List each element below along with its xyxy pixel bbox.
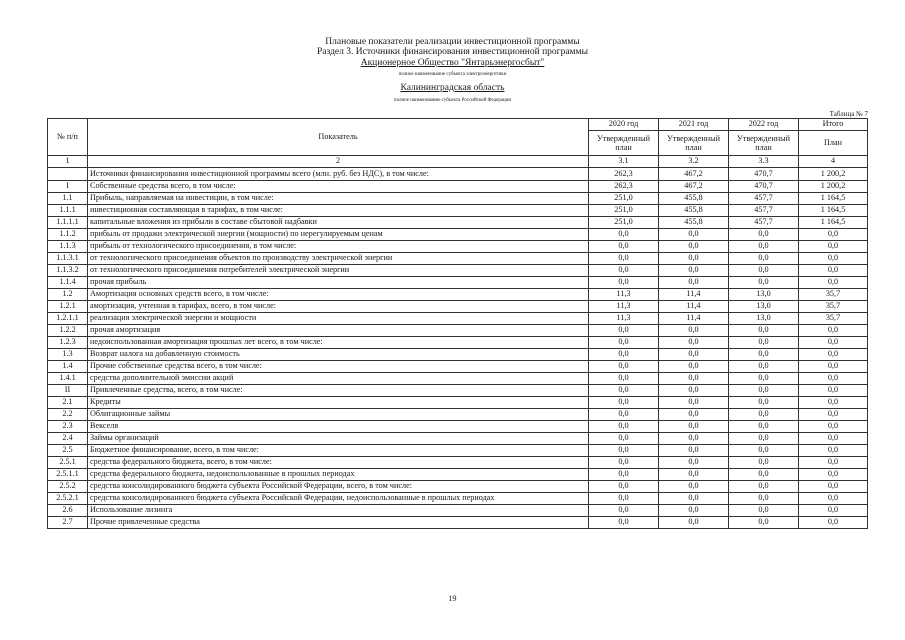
column-index: 3.2 (659, 156, 729, 168)
value-total: 0,0 (799, 253, 868, 265)
value-2022: 0,0 (729, 409, 799, 421)
value-total: 0,0 (799, 385, 868, 397)
value-2021: 467,2 (659, 181, 729, 193)
value-2021: 11,4 (659, 301, 729, 313)
region-name: Калининградская область (400, 83, 505, 93)
value-total: 0,0 (799, 493, 868, 505)
row-indicator: прочая прибыль (88, 277, 589, 289)
table-body (48, 168, 868, 529)
header-plan-2022: Утвержденный план (729, 131, 799, 156)
value-2020: 11,3 (589, 313, 659, 325)
row-number: 1.1.4 (48, 277, 88, 289)
row-number: 1.2.2 (48, 325, 88, 337)
value-2020: 251,0 (589, 205, 659, 217)
value-total: 0,0 (799, 469, 868, 481)
value-2021: 0,0 (659, 337, 729, 349)
row-number: 2.5 (48, 445, 88, 457)
row-number: 1.1.1.1 (48, 217, 88, 229)
value-2022: 457,7 (729, 205, 799, 217)
row-indicator: средства федерального бюджета, всего, в том числе: (88, 457, 589, 469)
table-row (48, 469, 868, 481)
financing-table (47, 118, 868, 529)
value-2022: 13,0 (729, 301, 799, 313)
value-2022: 0,0 (729, 361, 799, 373)
value-total: 0,0 (799, 433, 868, 445)
value-2021: 455,8 (659, 205, 729, 217)
value-2020: 0,0 (589, 277, 659, 289)
value-2021: 11,4 (659, 313, 729, 325)
row-number: 1.1.3.2 (48, 265, 88, 277)
row-number: 2.3 (48, 421, 88, 433)
row-indicator: средства консолидированного бюджета субъекта Российской Федерации, всего, в том числе: (88, 481, 589, 493)
value-2020: 0,0 (589, 409, 659, 421)
table-row (48, 373, 868, 385)
table-row (48, 445, 868, 457)
value-2021: 0,0 (659, 421, 729, 433)
value-total: 0,0 (799, 373, 868, 385)
row-indicator: капитальные вложения из прибыли в составе сбытовой надбавки (88, 217, 589, 229)
value-2021: 0,0 (659, 241, 729, 253)
row-number: 1.1.3.1 (48, 253, 88, 265)
table-row (48, 325, 868, 337)
row-number: 1.3 (48, 349, 88, 361)
value-2021: 0,0 (659, 373, 729, 385)
table-row (48, 493, 868, 505)
table-row (48, 168, 868, 181)
value-total: 0,0 (799, 241, 868, 253)
value-2022: 13,0 (729, 289, 799, 301)
table-row (48, 265, 868, 277)
value-total: 0,0 (799, 361, 868, 373)
section-title: Раздел 3. Источники финансирования инвестиционной программы (317, 47, 588, 57)
table-row (48, 229, 868, 241)
row-indicator: средства дополнительной эмиссии акций (88, 373, 589, 385)
column-index: 3.3 (729, 156, 799, 168)
row-indicator: амортизация, учтенная в тарифах, всего, в том числе: (88, 301, 589, 313)
row-number: 2.5.1.1 (48, 469, 88, 481)
row-number: II (48, 385, 88, 397)
value-total: 0,0 (799, 349, 868, 361)
column-index: 3.1 (589, 156, 659, 168)
company-name: Акционерное Общество "Янтарьэнергосбыт" (360, 58, 545, 68)
table-row (48, 385, 868, 397)
table-row (48, 349, 868, 361)
table-row (48, 277, 868, 289)
value-2021: 0,0 (659, 253, 729, 265)
value-2021: 0,0 (659, 397, 729, 409)
value-2020: 0,0 (589, 337, 659, 349)
value-total: 0,0 (799, 337, 868, 349)
value-2020: 11,3 (589, 289, 659, 301)
value-total: 1 200,2 (799, 168, 868, 181)
header-plan-2020: Утвержденный план (589, 131, 659, 156)
value-2022: 0,0 (729, 229, 799, 241)
table-row (48, 517, 868, 529)
row-indicator: Бюджетное финансирование, всего, в том числе: (88, 445, 589, 457)
row-indicator: Привлеченные средства, всего, в том числе: (88, 385, 589, 397)
value-2022: 0,0 (729, 241, 799, 253)
company-caption: полное наименование субъекта электроэнергетики (398, 72, 507, 77)
value-2022: 0,0 (729, 433, 799, 445)
table-row (48, 301, 868, 313)
value-2021: 0,0 (659, 481, 729, 493)
column-index: 2 (88, 156, 589, 168)
value-2022: 0,0 (729, 457, 799, 469)
value-2020: 11,3 (589, 301, 659, 313)
value-total: 0,0 (799, 505, 868, 517)
value-2020: 0,0 (589, 265, 659, 277)
value-total: 0,0 (799, 229, 868, 241)
value-2021: 455,8 (659, 217, 729, 229)
row-number (48, 168, 88, 181)
column-index: 4 (799, 156, 868, 168)
header-year-2020: 2020 год (589, 119, 659, 131)
value-2020: 0,0 (589, 505, 659, 517)
value-2021: 0,0 (659, 325, 729, 337)
value-2021: 0,0 (659, 409, 729, 421)
row-number: 1.1.1 (48, 205, 88, 217)
value-2020: 0,0 (589, 253, 659, 265)
value-2022: 0,0 (729, 493, 799, 505)
header-row-years (48, 119, 868, 131)
header-plan-2021: Утвержденный план (659, 131, 729, 156)
row-number: 1.2.1.1 (48, 313, 88, 325)
row-indicator: Источники финансирования инвестиционной программы всего (млн. руб. без НДС), в том числе: (88, 168, 589, 181)
value-total: 1 164,5 (799, 205, 868, 217)
row-number: 1.4.1 (48, 373, 88, 385)
table-row (48, 361, 868, 373)
value-2022: 0,0 (729, 349, 799, 361)
row-indicator: Прибыль, направляемая на инвестиции, в том числе: (88, 193, 589, 205)
value-2022: 0,0 (729, 337, 799, 349)
value-total: 0,0 (799, 481, 868, 493)
value-total: 35,7 (799, 301, 868, 313)
row-indicator: Собственные средства всего, в том числе: (88, 181, 589, 193)
table-row (48, 397, 868, 409)
value-total: 1 164,5 (799, 217, 868, 229)
column-index-row (48, 156, 868, 168)
value-2022: 0,0 (729, 445, 799, 457)
value-2021: 467,2 (659, 168, 729, 181)
row-indicator: Использование лизинга (88, 505, 589, 517)
value-2022: 0,0 (729, 277, 799, 289)
value-2020: 262,3 (589, 181, 659, 193)
table-number: Таблица № 7 (829, 110, 868, 118)
value-2022: 0,0 (729, 397, 799, 409)
row-indicator: Облигационные займы (88, 409, 589, 421)
value-total: 0,0 (799, 277, 868, 289)
header-total: Итого (799, 119, 868, 131)
value-2020: 0,0 (589, 325, 659, 337)
value-2021: 0,0 (659, 361, 729, 373)
value-2022: 0,0 (729, 385, 799, 397)
value-2021: 0,0 (659, 229, 729, 241)
table-row (48, 409, 868, 421)
value-2020: 0,0 (589, 385, 659, 397)
value-2022: 0,0 (729, 517, 799, 529)
value-2022: 0,0 (729, 481, 799, 493)
value-total: 35,7 (799, 313, 868, 325)
value-total: 1 164,5 (799, 193, 868, 205)
value-2021: 0,0 (659, 457, 729, 469)
value-2021: 0,0 (659, 385, 729, 397)
row-indicator: прибыль от технологического присоединения, в том числе: (88, 241, 589, 253)
row-indicator: Векселя (88, 421, 589, 433)
row-indicator: средства консолидированного бюджета субъекта Российской Федерации, недоиспользованные в прошлых периодах (88, 493, 589, 505)
value-2022: 0,0 (729, 373, 799, 385)
page-number: 19 (448, 594, 457, 603)
value-2022: 13,0 (729, 313, 799, 325)
value-total: 0,0 (799, 457, 868, 469)
value-2020: 0,0 (589, 433, 659, 445)
value-2020: 0,0 (589, 361, 659, 373)
value-2022: 0,0 (729, 325, 799, 337)
value-2020: 251,0 (589, 193, 659, 205)
row-indicator: реализация электрической энергии и мощности (88, 313, 589, 325)
table-row (48, 253, 868, 265)
value-2020: 251,0 (589, 217, 659, 229)
value-2021: 0,0 (659, 505, 729, 517)
table-row (48, 289, 868, 301)
table-row (48, 457, 868, 469)
value-total: 0,0 (799, 517, 868, 529)
header-plan-total: План (799, 131, 868, 156)
value-2020: 0,0 (589, 493, 659, 505)
row-number: 2.5.2 (48, 481, 88, 493)
value-2022: 0,0 (729, 253, 799, 265)
table-row (48, 313, 868, 325)
table-row (48, 217, 868, 229)
row-number: 1.2.3 (48, 337, 88, 349)
row-number: 1.4 (48, 361, 88, 373)
value-2022: 0,0 (729, 265, 799, 277)
row-number: 1.1 (48, 193, 88, 205)
table-row (48, 421, 868, 433)
value-2021: 0,0 (659, 445, 729, 457)
value-total: 0,0 (799, 421, 868, 433)
table-row (48, 241, 868, 253)
header-num: № п/п (48, 119, 88, 156)
value-2022: 457,7 (729, 217, 799, 229)
header-indicator: Показатель (88, 119, 589, 156)
value-2021: 0,0 (659, 517, 729, 529)
row-number: I (48, 181, 88, 193)
table-row (48, 193, 868, 205)
row-number: 2.4 (48, 433, 88, 445)
value-total: 1 200,2 (799, 181, 868, 193)
value-total: 0,0 (799, 409, 868, 421)
value-2020: 0,0 (589, 421, 659, 433)
column-index: 1 (48, 156, 88, 168)
row-indicator: Возврат налога на добавленную стоимость (88, 349, 589, 361)
value-total: 35,7 (799, 289, 868, 301)
value-2022: 0,0 (729, 505, 799, 517)
value-2020: 0,0 (589, 349, 659, 361)
row-number: 1.1.2 (48, 229, 88, 241)
row-indicator: средства федерального бюджета, недоиспользованные в прошлых периодах (88, 469, 589, 481)
value-2020: 0,0 (589, 241, 659, 253)
row-indicator: недоиспользованная амортизация прошлых лет всего, в том числе: (88, 337, 589, 349)
value-2020: 0,0 (589, 517, 659, 529)
value-2020: 262,3 (589, 168, 659, 181)
row-indicator: Кредиты (88, 397, 589, 409)
value-2022: 457,7 (729, 193, 799, 205)
row-indicator: инвестиционная составляющая в тарифах, в том числе: (88, 205, 589, 217)
row-indicator: Амортизация основных средств всего, в том числе: (88, 289, 589, 301)
table-row (48, 505, 868, 517)
row-indicator: прибыль от продажи электрической энергии (мощности) по нерегулируемым ценам (88, 229, 589, 241)
table-row (48, 205, 868, 217)
header-year-2022: 2022 год (729, 119, 799, 131)
value-2022: 0,0 (729, 421, 799, 433)
value-2021: 0,0 (659, 493, 729, 505)
header-year-2021: 2021 год (659, 119, 729, 131)
row-number: 2.7 (48, 517, 88, 529)
row-number: 2.1 (48, 397, 88, 409)
region-caption: полное наименование субъекта Российской Федерации (393, 98, 512, 103)
value-2022: 470,7 (729, 168, 799, 181)
row-number: 2.6 (48, 505, 88, 517)
row-indicator: Прочие собственные средства всего, в том числе: (88, 361, 589, 373)
value-2021: 0,0 (659, 349, 729, 361)
value-2021: 0,0 (659, 433, 729, 445)
table-row (48, 181, 868, 193)
row-number: 1.2 (48, 289, 88, 301)
row-number: 1.2.1 (48, 301, 88, 313)
row-number: 1.1.3 (48, 241, 88, 253)
value-2021: 11,4 (659, 289, 729, 301)
value-2020: 0,0 (589, 445, 659, 457)
value-2020: 0,0 (589, 457, 659, 469)
value-total: 0,0 (799, 445, 868, 457)
row-indicator: от технологического присоединения потребителей электрической энергии (88, 265, 589, 277)
value-2021: 0,0 (659, 265, 729, 277)
value-2020: 0,0 (589, 397, 659, 409)
table-row (48, 433, 868, 445)
table-row (48, 337, 868, 349)
row-number: 2.2 (48, 409, 88, 421)
value-total: 0,0 (799, 325, 868, 337)
row-number: 2.5.1 (48, 457, 88, 469)
value-total: 0,0 (799, 397, 868, 409)
value-2022: 0,0 (729, 469, 799, 481)
value-2021: 0,0 (659, 469, 729, 481)
value-total: 0,0 (799, 265, 868, 277)
document-title: Плановые показатели реализации инвестиционной программы (325, 37, 580, 47)
value-2020: 0,0 (589, 373, 659, 385)
value-2020: 0,0 (589, 481, 659, 493)
row-indicator: прочая амортизация (88, 325, 589, 337)
value-2020: 0,0 (589, 469, 659, 481)
value-2022: 470,7 (729, 181, 799, 193)
row-indicator: Прочие привлеченные средства (88, 517, 589, 529)
value-2021: 455,8 (659, 193, 729, 205)
value-2021: 0,0 (659, 277, 729, 289)
table-row (48, 481, 868, 493)
row-number: 2.5.2.1 (48, 493, 88, 505)
row-indicator: Займы организаций (88, 433, 589, 445)
value-2020: 0,0 (589, 229, 659, 241)
row-indicator: от технологического присоединения объектов по производству электрической энергии (88, 253, 589, 265)
